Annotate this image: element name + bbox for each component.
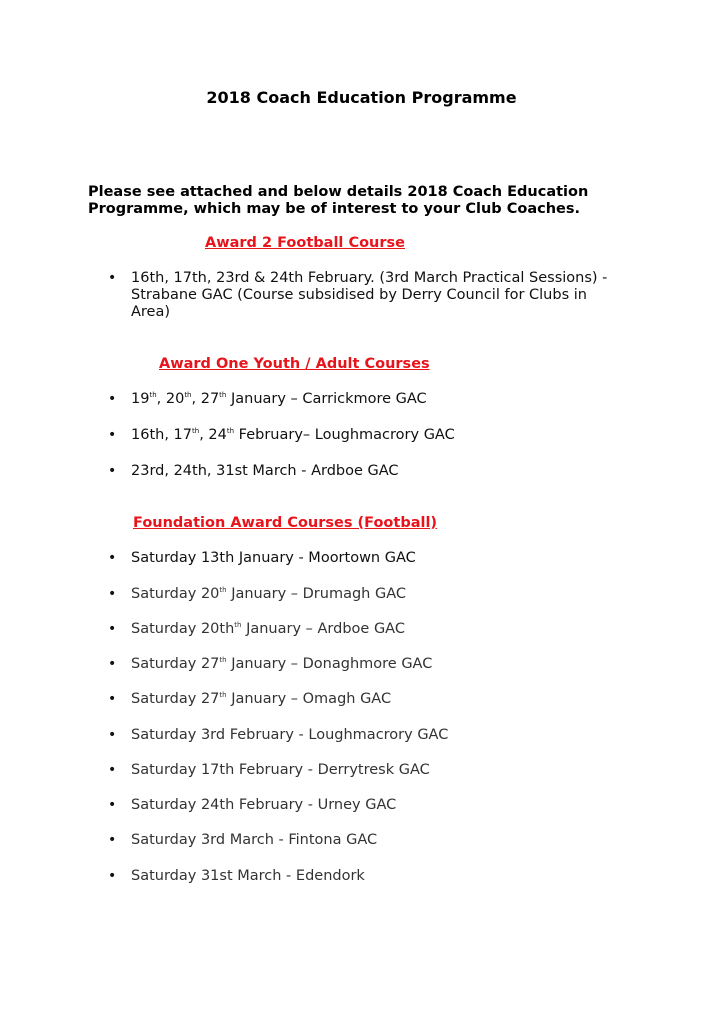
bullet-icon: • (108, 621, 117, 637)
bullet-icon: • (108, 797, 117, 813)
list-item (108, 391, 608, 408)
list-item (108, 727, 608, 744)
section-heading-award-one: Award One Youth / Adult Courses (159, 356, 430, 372)
bullet-icon: • (108, 427, 117, 443)
intro-paragraph: Please see attached and below details 2018 Coach Education Programme, which may be of interest to your Club Coaches. (88, 184, 589, 217)
list-item (108, 762, 608, 779)
section-heading-award-2: Award 2 Football Course (205, 235, 405, 251)
list-item-text: 16th, 17th, 23rd & 24th February. (3rd March Practical Sessions) -Strabane GAC (Course subsidised by Derry Council for Clubs in Area) (131, 270, 608, 320)
bullet-icon: • (108, 550, 117, 566)
list-item (108, 621, 608, 638)
list-item-text: Saturday 20th January – Drumagh GAC (131, 586, 406, 602)
list-item-text: Saturday 17th February - Derrytresk GAC (131, 762, 430, 778)
list-item-text: Saturday 24th February - Urney GAC (131, 797, 397, 813)
bullet-icon: • (108, 691, 117, 707)
bullet-icon: • (108, 868, 117, 884)
bullet-icon: • (108, 586, 117, 602)
list-item (108, 656, 608, 673)
list-item (108, 868, 608, 885)
list-item-text: Saturday $20th^{th}$ January – Ardboe GAC (131, 621, 405, 637)
list-item (108, 691, 608, 708)
list-item-text: 16th, 17th, 24th February– Loughmacrory GAC (131, 427, 455, 443)
bullet-icon: • (108, 727, 117, 743)
list-item-text: Saturday 27th January – Donaghmore GAC (131, 656, 433, 672)
bullet-icon: • (108, 463, 117, 479)
list-item (108, 550, 608, 567)
list-item-text: Saturday 13th January - Moortown GAC (131, 550, 416, 566)
bullet-icon: • (108, 391, 117, 407)
list-item (108, 270, 608, 321)
list-item (108, 463, 608, 480)
list-item (108, 586, 608, 603)
bullet-icon: • (108, 270, 117, 286)
document-title: 2018 Coach Education Programme (206, 88, 517, 107)
list-item-text: Saturday 3rd February - Loughmacrory GAC (131, 727, 449, 743)
list-item-text: Saturday 27th January – Omagh GAC (131, 691, 392, 707)
list-item-text: 23rd, 24th, 31st March - Ardboe GAC (131, 463, 399, 479)
list-item-text: Saturday 3rd March - Fintona GAC (131, 832, 378, 848)
bullet-icon: • (108, 762, 117, 778)
list-item-text: 19th, 20th, 27th January – Carrickmore GAC (131, 391, 427, 407)
list-item (108, 427, 608, 444)
list-item (108, 832, 608, 849)
list-item (108, 797, 608, 814)
bullet-icon: • (108, 832, 117, 848)
list-item-text: Saturday 31st March - Edendork (131, 868, 365, 884)
bullet-icon: • (108, 656, 117, 672)
section-heading-foundation: Foundation Award Courses (Football) (133, 515, 438, 531)
